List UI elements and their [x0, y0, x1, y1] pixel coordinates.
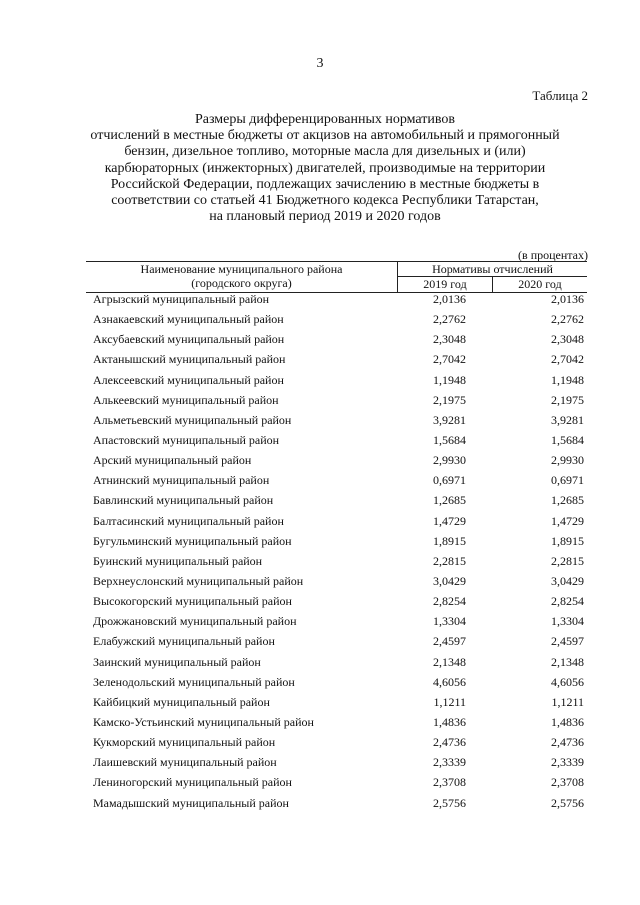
- value-2019: 2,1975: [433, 392, 466, 407]
- value-2020: 2,3339: [551, 755, 584, 770]
- value-2020: 2,3048: [551, 332, 584, 347]
- district-name: Кукморский муниципальный район: [93, 735, 276, 750]
- value-2020: 2,1975: [551, 392, 584, 407]
- table-row: [0, 594, 640, 614]
- value-2019: 2,2815: [433, 553, 466, 568]
- district-name: Апастовский муниципальный район: [93, 432, 280, 447]
- title-line: Размеры дифференцированных нормативов: [194, 112, 456, 127]
- table-row: [0, 755, 640, 775]
- column-header-norms: Нормативы отчислений: [398, 262, 587, 277]
- table-header: [86, 261, 587, 293]
- district-name: Азнакаевский муниципальный район: [93, 312, 284, 327]
- table-row: [0, 493, 640, 513]
- value-2020: 1,1948: [551, 372, 584, 387]
- column-header-name-line1: Наименование муниципального района: [140, 262, 343, 276]
- district-name: Мамадышский муниципальный район: [93, 795, 289, 810]
- district-name: Дрожжановский муниципальный район: [93, 614, 297, 629]
- value-2020: 2,0136: [551, 292, 584, 306]
- table-row: [0, 775, 640, 795]
- district-name: Аксубаевский муниципальный район: [93, 332, 285, 347]
- table-row: [0, 453, 640, 473]
- district-name: Лениногорский муниципальный район: [93, 775, 292, 790]
- table-row: [0, 695, 640, 715]
- value-2019: 1,8915: [433, 533, 466, 548]
- table-row: [0, 715, 640, 735]
- table-label: Таблица 2: [532, 88, 588, 103]
- value-2020: 2,4736: [551, 735, 584, 750]
- value-2019: 1,1948: [433, 372, 466, 387]
- value-2019: 2,9930: [433, 453, 466, 468]
- table-row: [0, 614, 640, 634]
- value-2020: 1,3304: [551, 614, 584, 629]
- value-2020: 1,1211: [551, 694, 584, 709]
- table-row: [0, 634, 640, 654]
- table-row: [0, 574, 640, 594]
- value-2020: 1,4836: [551, 714, 584, 729]
- district-name: Алькеевский муниципальный район: [93, 392, 279, 407]
- value-2020: 0,6971: [551, 473, 584, 488]
- district-name: Камско-Устьинский муниципальный район: [93, 714, 314, 729]
- value-2020: 1,5684: [551, 432, 584, 447]
- value-2019: 1,4836: [433, 714, 466, 729]
- district-name: Высокогорский муниципальный район: [93, 594, 292, 609]
- value-2019: 2,3339: [433, 755, 466, 770]
- value-2020: 2,7042: [551, 352, 584, 367]
- value-2020: 2,8254: [551, 594, 584, 609]
- value-2019: 1,1211: [433, 694, 466, 709]
- table-row: [0, 393, 640, 413]
- value-2020: 2,2762: [551, 312, 584, 327]
- value-2019: 1,3304: [433, 614, 466, 629]
- title-line: на плановый период 2019 и 2020 годов: [209, 209, 441, 225]
- value-2019: 3,0429: [433, 573, 466, 588]
- value-2019: 2,3708: [433, 775, 466, 790]
- value-2019: 2,7042: [433, 352, 466, 367]
- value-2019: 2,0136: [433, 292, 466, 306]
- district-name: Лаишевский муниципальный район: [93, 755, 277, 770]
- table-row: [0, 735, 640, 755]
- unit-note: (в процентах): [518, 248, 588, 262]
- column-header-name: [86, 262, 398, 292]
- district-name: Зеленодольский муниципальный район: [93, 674, 295, 689]
- district-name: Бавлинский муниципальный район: [93, 493, 274, 508]
- district-name: Агрызский муниципальный район: [93, 292, 270, 306]
- value-2020: 1,2685: [551, 493, 584, 508]
- title-line: карбюраторных (инжекторных) двигателей, производимые на территории: [104, 160, 546, 176]
- value-2020: 2,3708: [551, 775, 584, 790]
- value-2020: 2,1348: [551, 654, 584, 669]
- table-row: [0, 433, 640, 453]
- table-row: [0, 554, 640, 574]
- district-name: Альметьевский муниципальный район: [93, 412, 292, 427]
- table-body: [0, 292, 640, 816]
- table-row: [0, 332, 640, 352]
- value-2019: 3,9281: [433, 412, 466, 427]
- column-header-name-line2: (городского округа): [191, 276, 292, 290]
- table-row: [0, 352, 640, 372]
- value-2020: 3,0429: [551, 573, 584, 588]
- district-name: Бугульминский муниципальный район: [93, 533, 292, 548]
- value-2019: 1,4729: [433, 513, 466, 528]
- district-name: Актанышский муниципальный район: [93, 352, 286, 367]
- title-line: бензин, дизельное топливо, моторные масла для дизельных и (или): [124, 144, 526, 160]
- district-name: Кайбицкий муниципальный район: [93, 694, 270, 709]
- value-2020: 2,4597: [551, 634, 584, 649]
- value-2020: 3,9281: [551, 412, 584, 427]
- value-2020: 2,2815: [551, 553, 584, 568]
- title-line: Российской Федерации, подлежащих зачислению в местные бюджеты в: [110, 176, 540, 192]
- value-2020: 2,9930: [551, 453, 584, 468]
- value-2019: 1,5684: [433, 432, 466, 447]
- value-2019: 4,6056: [433, 674, 466, 689]
- value-2019: 2,1348: [433, 654, 466, 669]
- table-row: [0, 675, 640, 695]
- table-row: [0, 413, 640, 433]
- district-name: Заинский муниципальный район: [93, 654, 261, 669]
- value-2020: 2,5756: [551, 795, 584, 810]
- value-2019: 2,4736: [433, 735, 466, 750]
- table-row: [0, 655, 640, 675]
- table-row: [0, 534, 640, 554]
- page-number: 3: [316, 56, 324, 71]
- table-row: [0, 312, 640, 332]
- value-2019: 2,4597: [433, 634, 466, 649]
- district-name: Алексеевский муниципальный район: [93, 372, 284, 387]
- value-2019: 1,2685: [433, 493, 466, 508]
- district-name: Балтасинский муниципальный район: [93, 513, 284, 528]
- column-header-2019: 2019 год: [398, 277, 493, 292]
- value-2019: 2,5756: [433, 795, 466, 810]
- column-header-2020: 2020 год: [518, 277, 562, 291]
- district-name: Атнинский муниципальный район: [93, 473, 270, 488]
- table-row: [0, 373, 640, 393]
- title-line: соответствии со статьей 41 Бюджетного кодекса Республики Татарстан,: [111, 193, 539, 209]
- value-2020: 1,4729: [551, 513, 584, 528]
- value-2019: 2,2762: [433, 312, 466, 327]
- table-row: [0, 473, 640, 493]
- district-name: Елабужский муниципальный район: [93, 634, 275, 649]
- district-name: Буинский муниципальный район: [93, 553, 263, 568]
- district-name: Верхнеуслонский муниципальный район: [93, 573, 304, 588]
- value-2019: 2,8254: [433, 594, 466, 609]
- table-row: [0, 796, 640, 816]
- district-name: Арский муниципальный район: [93, 453, 252, 468]
- value-2020: 4,6056: [551, 674, 584, 689]
- value-2019: 0,6971: [433, 473, 466, 488]
- value-2020: 1,8915: [551, 533, 584, 548]
- table-row: [0, 292, 640, 312]
- value-2019: 2,3048: [433, 332, 466, 347]
- table-row: [0, 514, 640, 534]
- document-title: [60, 112, 590, 225]
- title-line: отчислений в местные бюджеты от акцизов на автомобильный и прямогонный: [90, 128, 560, 144]
